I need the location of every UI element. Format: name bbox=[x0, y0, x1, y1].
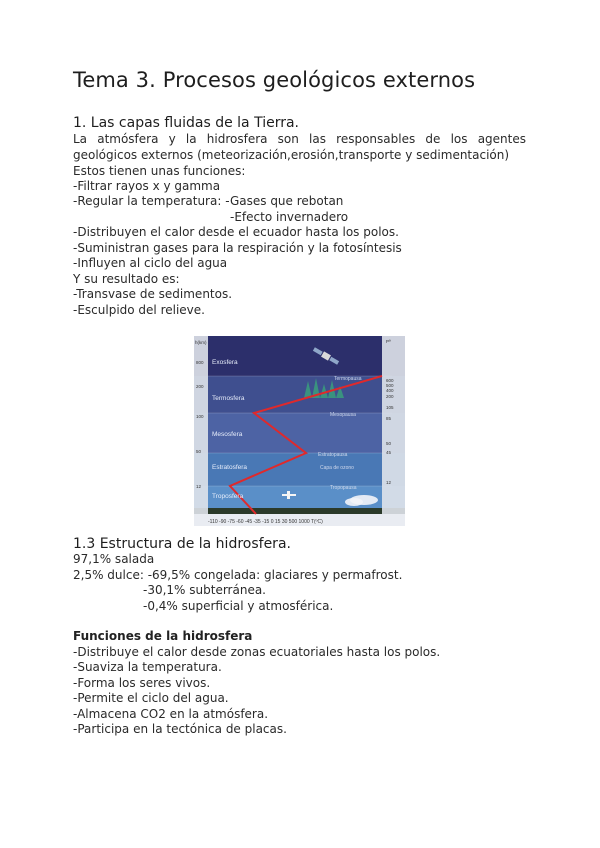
list-item: -Filtrar rayos x y gamma bbox=[73, 179, 221, 193]
list-item: 97,1% salada bbox=[73, 552, 155, 566]
section-heading-estructura-hidrosfera: 1.3 Estructura de la hidrosfera. bbox=[73, 536, 291, 552]
intro-line: geológicos externos (meteorización,erosión,transporte y sedimentación) bbox=[73, 148, 510, 162]
list-item: -Esculpido del relieve. bbox=[73, 303, 205, 317]
right-axis-tick: 400 bbox=[386, 388, 394, 393]
intro-line: La atmósfera y la hidrosfera son las responsables de los agentes bbox=[73, 132, 526, 146]
list-item: -Almacena CO2 en la atmósfera. bbox=[73, 707, 269, 721]
atmosphere-diagram bbox=[194, 336, 405, 526]
list-item: -Regular la temperatura: -Gases que rebotan bbox=[73, 194, 344, 208]
pause-label-tropopausa: Tropopausa bbox=[330, 485, 357, 491]
left-axis-tick: 200 bbox=[196, 384, 204, 389]
pause-label-mesopausa: Mesopausa bbox=[330, 412, 356, 418]
pause-label-estratopausa: Estratopausa bbox=[318, 452, 348, 458]
right-axis-tick: 500 bbox=[386, 383, 394, 388]
list-subitem: -Efecto invernadero bbox=[230, 210, 349, 224]
list-item: -Influyen al ciclo del agua bbox=[73, 256, 228, 270]
functions-intro: Estos tienen unas funciones: bbox=[73, 164, 246, 178]
right-axis-tick: 50 bbox=[386, 441, 392, 446]
right-axis-unit: Pª bbox=[386, 339, 391, 344]
right-axis-tick: 85 bbox=[386, 416, 392, 421]
page-title: Tema 3. Procesos geológicos externos bbox=[73, 68, 476, 92]
list-subitem: -30,1% subterránea. bbox=[143, 583, 266, 597]
atmosphere-layers-figure bbox=[194, 336, 405, 526]
result-intro: Y su resultado es: bbox=[73, 272, 180, 286]
list-item: -Distribuye el calor desde zonas ecuatoriales hasta los polos. bbox=[73, 645, 441, 659]
bottom-axis-scale: -110 -90 -75 -60 -45 -35 -15 0 15 30 500 1000 T(ºC) bbox=[208, 519, 323, 525]
layer-label-estratosfera: Estratosfera bbox=[212, 464, 248, 471]
layer-label-termosfera: Termosfera bbox=[212, 395, 245, 402]
layer-band-exosfera bbox=[194, 336, 405, 376]
left-axis-tick: 100 bbox=[196, 414, 204, 419]
list-item: 2,5% dulce: -69,5% congelada: glaciares y permafrost. bbox=[73, 568, 403, 582]
left-axis-unit: h(km) bbox=[195, 340, 207, 345]
section-heading-funciones-hidrosfera: Funciones de la hidrosfera bbox=[73, 629, 253, 643]
right-axis-tick: 200 bbox=[386, 394, 394, 399]
left-axis-tick: 12 bbox=[196, 484, 202, 489]
pause-label-capa-de-ozono: Capa de ozono bbox=[320, 465, 354, 471]
right-axis-tick: 45 bbox=[386, 450, 392, 455]
list-item: -Permite el ciclo del agua. bbox=[73, 691, 229, 705]
left-axis-tick: 800 bbox=[196, 360, 204, 365]
list-item: -Transvase de sedimentos. bbox=[73, 287, 233, 301]
right-axis-tick: 600 bbox=[386, 378, 394, 383]
layer-label-mesosfera: Mesosfera bbox=[212, 431, 243, 438]
list-subitem: -0,4% superficial y atmosférica. bbox=[143, 599, 334, 613]
list-item: -Distribuyen el calor desde el ecuador hasta los polos. bbox=[73, 225, 399, 239]
layer-label-troposfera: Troposfera bbox=[212, 493, 244, 500]
left-axis-tick: 50 bbox=[196, 449, 202, 454]
list-item: -Suministran gases para la respiración y la fotosíntesis bbox=[73, 241, 402, 255]
right-axis-strip bbox=[382, 336, 405, 514]
list-item: -Forma los seres vivos. bbox=[73, 676, 211, 690]
list-item: -Suaviza la temperatura. bbox=[73, 660, 222, 674]
list-item: -Participa en la tectónica de placas. bbox=[73, 722, 287, 736]
right-axis-tick: 12 bbox=[386, 480, 392, 485]
layer-label-exosfera: Exosfera bbox=[212, 359, 238, 366]
pause-label-termopausa: Termopausa bbox=[334, 376, 362, 382]
section-heading-capas-fluidas: 1. Las capas fluidas de la Tierra. bbox=[73, 115, 299, 131]
right-axis-tick: 105 bbox=[386, 405, 394, 410]
